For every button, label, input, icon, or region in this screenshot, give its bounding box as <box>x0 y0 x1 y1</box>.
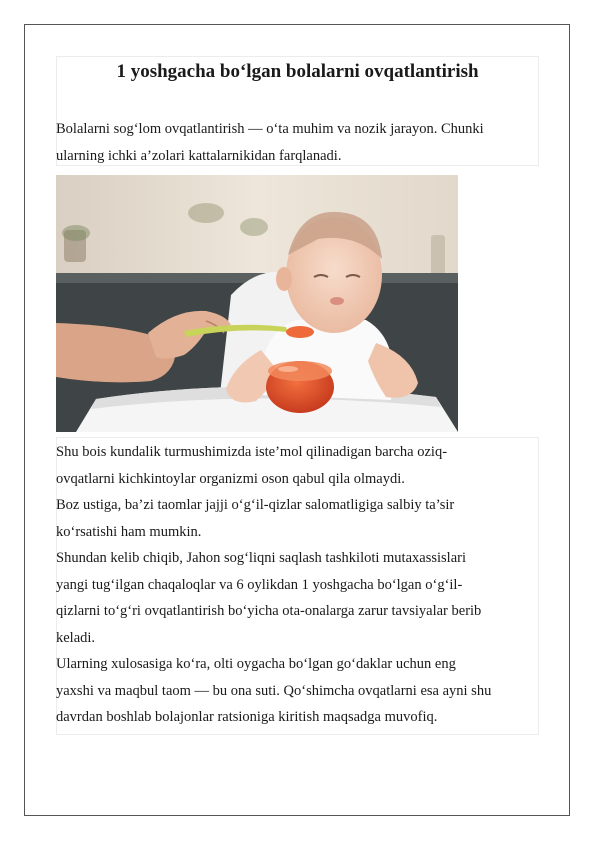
document-title: 1 yoshgacha bo‘lgan bolalarni ovqatlantirish <box>56 56 539 92</box>
baby-feeding-photo <box>56 175 458 432</box>
text-line: yaxshi va maqbul taom — bu ona suti. Qo‘shimcha ovqatlarni esa ayni shu <box>56 682 492 699</box>
text-line: keladi. <box>56 629 96 646</box>
text-line: Shu bois kundalik turmushimizda iste’mol qilinadigan barcha oziq- <box>56 444 448 460</box>
text-line: Shundan kelib chiqib, Jahon sog‘liqni saqlash tashkiloti mutaxassislari <box>56 550 466 566</box>
text-line: Ularning xulosasiga ko‘ra, olti oygacha bo‘lgan go‘daklar uchun eng <box>56 656 456 672</box>
text-line: ko‘rsatishi ham mumkin. <box>56 523 202 540</box>
body-paragraph <box>56 439 539 731</box>
text-line: Bolalarni sog‘lom ovqatlantirish — o‘ta muhim va nozik jarayon. Chunki <box>56 121 484 137</box>
text-line: ularning ichki a’zolari kattalarnikidan farqlanadi. <box>56 147 342 164</box>
intro-paragraph <box>56 116 539 169</box>
text-line: qizlarni to‘g‘ri ovqatlantirish bo‘yicha ota-onalarga zarur tavsiyalar berib <box>56 603 482 619</box>
text-line: davrdan boshlab bolajonlar ratsioniga kiritish maqsadga muvofiq. <box>56 709 438 725</box>
text-line: yangi tug‘ilgan chaqaloqlar va 6 oylikdan 1 yoshgacha bo‘lgan o‘g‘il- <box>56 576 463 593</box>
text-line: ovqatlarni kichkintoylar organizmi oson qabul qila olmaydi. <box>56 470 405 487</box>
text-line: Boz ustiga, ba’zi taomlar jajji o‘g‘il-qizlar salomatligiga salbiy ta’sir <box>56 497 455 513</box>
